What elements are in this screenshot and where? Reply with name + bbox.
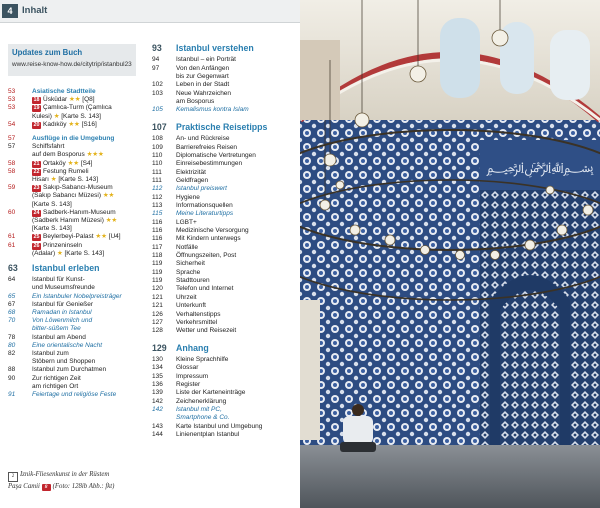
page-number: 102 bbox=[152, 81, 163, 89]
rating-stars-icon: ★★ bbox=[67, 159, 80, 167]
rating-stars-icon: ★★ bbox=[69, 96, 81, 104]
page-number: 53 bbox=[8, 88, 16, 95]
entry-text: Istanbul am Abend bbox=[32, 333, 86, 341]
page-number: 58 bbox=[8, 159, 16, 167]
entry-text: 18 Üsküdar ★★ [Q8] bbox=[33, 96, 95, 104]
page-number: 120 bbox=[152, 285, 163, 293]
entry-text: Einreisebestimmungen bbox=[176, 160, 243, 168]
page-number: 127 bbox=[152, 318, 163, 326]
entry-text: Telefon und Internet bbox=[176, 285, 234, 293]
page-number: 142 bbox=[152, 406, 163, 413]
entry-text: bitter-süßem Tee bbox=[32, 325, 81, 333]
entry-text: 26 Prinzeninseln bbox=[33, 241, 83, 249]
page-number: 107 bbox=[152, 121, 167, 132]
page-number: 118 bbox=[152, 252, 163, 260]
rating-stars-icon: ★★ bbox=[102, 192, 115, 200]
page-number: 91 bbox=[8, 391, 16, 398]
page-number: 59 bbox=[8, 184, 16, 192]
entry-text: Feiertage und religiöse Feste bbox=[32, 391, 117, 398]
page-number: 54 bbox=[8, 120, 16, 128]
updates-url[interactable]: www.reise-know-how.de/citytrip/istanbul23 bbox=[12, 61, 132, 68]
entry-text: Diplomatische Vertretungen bbox=[176, 151, 256, 159]
entry-text: Ausflüge in die Umgebung bbox=[32, 135, 115, 142]
page-number: 90 bbox=[8, 374, 16, 382]
page-number: 53 bbox=[8, 96, 16, 104]
page-number: 143 bbox=[152, 422, 163, 430]
entry-text: Medizinische Versorgung bbox=[176, 227, 249, 234]
entry-text: Von den Anfängen bbox=[176, 64, 230, 72]
page-number: 94 bbox=[152, 56, 160, 64]
entry-text: Meine Literaturtipps bbox=[176, 210, 234, 218]
page-number: 60 bbox=[8, 208, 16, 216]
entry-text: [Karte S. 143] bbox=[32, 200, 72, 208]
page-number: 93 bbox=[152, 43, 162, 53]
page-number: 116 bbox=[152, 235, 163, 243]
entry-text: Mit Kindern unterwegs bbox=[176, 235, 241, 243]
entry-text: Wetter und Reisezeit bbox=[176, 327, 237, 335]
rating-stars-icon: ★★ bbox=[105, 217, 118, 224]
entry-text: Anhang bbox=[176, 342, 209, 353]
entry-text: Linienentplan Istanbul bbox=[176, 431, 240, 439]
page-number: 108 bbox=[152, 135, 163, 143]
page-number: 116 bbox=[152, 218, 163, 226]
entry-text: Kulesi) ★ [Karte S. 143] bbox=[32, 112, 101, 120]
entry-text: am Bosporus bbox=[176, 98, 215, 106]
rating-stars-icon: ★★★ bbox=[86, 151, 104, 159]
entry-text: Istanbul preiswert bbox=[176, 185, 227, 193]
page-number: 82 bbox=[8, 350, 16, 357]
page-number: 53 bbox=[8, 104, 16, 112]
entry-text: bis zur Gegenwart bbox=[176, 73, 229, 81]
page-number: 136 bbox=[152, 380, 163, 388]
rating-stars-icon: ★ bbox=[53, 112, 60, 120]
entry-text: Öffnungszeiten, Post bbox=[176, 252, 237, 260]
page-number: 88 bbox=[8, 366, 16, 374]
entry-text: Barrierefreies Reisen bbox=[176, 143, 238, 151]
entry-text: Istanbul für Kunst- bbox=[32, 276, 85, 284]
page-number: 121 bbox=[152, 293, 163, 301]
caption-line2b: (Foto: 128ib Abb.: fkt) bbox=[52, 483, 115, 490]
page-title: Inhalt bbox=[22, 5, 48, 16]
entry-text: Notfälle bbox=[176, 243, 199, 251]
page-number: 111 bbox=[152, 176, 162, 184]
mosque-photo bbox=[300, 0, 600, 508]
map-badge: 23 bbox=[33, 185, 40, 192]
entry-text: Register bbox=[176, 380, 201, 388]
entry-text: Istanbul für Genießer bbox=[32, 300, 94, 308]
page-header bbox=[0, 0, 300, 23]
page-number: 129 bbox=[152, 342, 167, 353]
page-number: 57 bbox=[8, 135, 16, 142]
entry-text: Unterkunft bbox=[176, 302, 206, 310]
caption-number: 2 bbox=[8, 472, 18, 482]
page-number: 116 bbox=[152, 227, 163, 234]
page-number: 97 bbox=[152, 64, 160, 72]
photo-caption bbox=[8, 470, 153, 492]
page-number: 65 bbox=[8, 292, 16, 300]
page-number: 63 bbox=[8, 263, 18, 273]
entry-text: Uhrzeit bbox=[176, 293, 197, 301]
page-number: 61 bbox=[8, 233, 16, 241]
entry-text: am richtigen Ort bbox=[32, 382, 79, 390]
page-number: 115 bbox=[152, 210, 163, 218]
updates-box bbox=[8, 44, 136, 76]
entry-text: Ramadan in Istanbul bbox=[32, 309, 92, 316]
entry-text: An- und Rückreise bbox=[176, 135, 230, 143]
mosque-interior-illustration bbox=[300, 0, 600, 508]
entry-text: Karte Istanbul und Umgebung bbox=[176, 422, 263, 430]
entry-text: (Sadberk Hanım Müzesi) ★★ bbox=[32, 217, 118, 224]
page-number: 119 bbox=[152, 268, 163, 276]
page-number: 112 bbox=[152, 193, 163, 201]
page-number: 109 bbox=[152, 143, 163, 151]
page-number: 64 bbox=[8, 276, 16, 284]
map-badge: 24 bbox=[33, 209, 40, 216]
page-number: 58 bbox=[8, 167, 16, 175]
entry-text: LGBT+ bbox=[176, 218, 197, 226]
entry-text: Hisarı ★ [Karte S. 143] bbox=[32, 176, 99, 183]
entry-text: 24 Sadberk-Hanım-Museum bbox=[33, 208, 116, 216]
page-number: 113 bbox=[152, 201, 163, 209]
page-number: 128 bbox=[152, 327, 163, 335]
entry-text: Stadttouren bbox=[176, 277, 210, 285]
map-badge: 20 bbox=[33, 121, 40, 128]
page-number: 135 bbox=[152, 372, 163, 380]
page-number: 67 bbox=[8, 300, 16, 308]
rating-stars-icon: ★★ bbox=[68, 120, 80, 128]
entry-text: Stöbern und Shoppen bbox=[32, 358, 96, 366]
page-number: 61 bbox=[8, 241, 16, 249]
entry-text: Verhaltenstipps bbox=[176, 310, 221, 318]
page-number: 117 bbox=[152, 243, 163, 251]
entry-text: Asiatische Stadtteile bbox=[32, 88, 96, 95]
page-number: 80 bbox=[8, 341, 16, 349]
entry-text: Informationsquellen bbox=[176, 201, 233, 209]
updates-title: Updates zum Buch bbox=[12, 48, 83, 57]
page-number: 105 bbox=[152, 106, 163, 114]
entry-text: Impressum bbox=[176, 372, 209, 380]
page-number: 139 bbox=[152, 389, 163, 397]
caption-line2a: Paşa Camii bbox=[8, 483, 40, 490]
svg-text:﷽: ﷽ bbox=[486, 160, 594, 176]
entry-text: Ein Istanbuler Nobelpreisträger bbox=[32, 292, 122, 300]
entry-text: auf dem Bosporus ★★★ bbox=[32, 151, 104, 159]
page-number: 68 bbox=[8, 309, 16, 316]
page-number: 121 bbox=[152, 302, 163, 310]
entry-text: Verkehrsmittel bbox=[176, 318, 218, 326]
entry-text: 25 Beylerbeyi-Palast ★★ [U4] bbox=[33, 233, 121, 241]
page-number: 130 bbox=[152, 355, 163, 363]
entry-text: Smartphone & Co. bbox=[176, 414, 230, 422]
page-number: 103 bbox=[152, 89, 163, 97]
rating-stars-icon: ★ bbox=[50, 176, 57, 183]
entry-text: Geldfragen bbox=[176, 176, 209, 184]
entry-text: Istanbul zum bbox=[32, 350, 69, 357]
entry-text: Kleine Sprachhilfe bbox=[176, 355, 229, 363]
entry-text: Istanbul erleben bbox=[32, 263, 100, 273]
entry-text: Istanbul – ein Porträt bbox=[176, 56, 236, 64]
entry-text: Neue Wahrzeichen bbox=[176, 89, 232, 97]
entry-text: Leben in der Stadt bbox=[176, 81, 230, 89]
entry-text: Zeichenerklärung bbox=[176, 397, 227, 405]
entry-text: Kemalismus kontra Islam bbox=[176, 106, 249, 114]
page-number: 134 bbox=[152, 364, 163, 372]
entry-text: 20 Kadıköy ★★ [S16] bbox=[33, 120, 97, 128]
entry-text: Elektrizität bbox=[176, 168, 206, 176]
page-number: 142 bbox=[152, 397, 163, 405]
page-number: 111 bbox=[152, 168, 162, 176]
entry-text: und Museumsfreunde bbox=[32, 284, 95, 292]
entry-text: Zur richtigen Zeit bbox=[32, 374, 81, 382]
page-number: 119 bbox=[152, 277, 163, 285]
page-number: 57 bbox=[8, 143, 16, 151]
caption-line1: Iznik-Fliesenkunst in der Rüstem bbox=[20, 471, 110, 478]
page-number: 144 bbox=[152, 431, 163, 439]
map-badge: 25 bbox=[33, 234, 40, 241]
entry-text: [Karte S. 143] bbox=[32, 225, 72, 233]
entry-text: Istanbul zum Durchatmen bbox=[32, 366, 107, 374]
page-tag: 4 bbox=[2, 4, 18, 18]
entry-text: 21 Ortaköy ★★ [S4] bbox=[33, 159, 93, 167]
entry-text: 23 Sakıp-Sabancı-Museum bbox=[33, 184, 113, 192]
map-badge: 21 bbox=[33, 160, 40, 167]
page-number: 70 bbox=[8, 317, 16, 325]
page-number: 110 bbox=[152, 160, 163, 168]
entry-text: Sprache bbox=[176, 268, 201, 276]
page-number: 110 bbox=[152, 151, 163, 159]
rating-stars-icon: ★★ bbox=[95, 233, 107, 241]
entry-text: Eine orientalische Nacht bbox=[32, 341, 103, 349]
map-badge: 22 bbox=[33, 168, 40, 175]
page-number: 112 bbox=[152, 185, 163, 193]
entry-text: Sicherheit bbox=[176, 260, 205, 268]
entry-text: 22 Festung Rumeli bbox=[33, 167, 89, 175]
caption-badge: 8 bbox=[42, 484, 51, 491]
entry-text: Von Löwenmilch und bbox=[32, 317, 93, 325]
map-badge: 19 bbox=[33, 105, 40, 112]
rating-stars-icon: ★ bbox=[56, 249, 63, 257]
entry-text: Schiffsfahrt bbox=[32, 143, 65, 151]
entry-text: (Adalar) ★ [Karte S. 143] bbox=[32, 249, 105, 257]
entry-text: Praktische Reisetipps bbox=[176, 121, 268, 132]
entry-text: Glossar bbox=[176, 364, 199, 372]
entry-text: (Sakıp Sabancı Müzesi) ★★ bbox=[32, 192, 115, 200]
page-number: 78 bbox=[8, 333, 16, 341]
entry-text: Hygiene bbox=[176, 193, 200, 201]
page-number: 126 bbox=[152, 310, 163, 318]
map-badge: 26 bbox=[33, 242, 40, 249]
entry-text: Liste der Karteneinträge bbox=[176, 389, 246, 397]
map-badge: 18 bbox=[33, 97, 40, 104]
page-number: 119 bbox=[152, 260, 163, 268]
entry-text: 19 Çamlıca-Turm (Çamlıca bbox=[33, 104, 112, 112]
entry-text: Istanbul mit PC, bbox=[176, 406, 222, 413]
entry-text: Istanbul verstehen bbox=[176, 43, 254, 53]
